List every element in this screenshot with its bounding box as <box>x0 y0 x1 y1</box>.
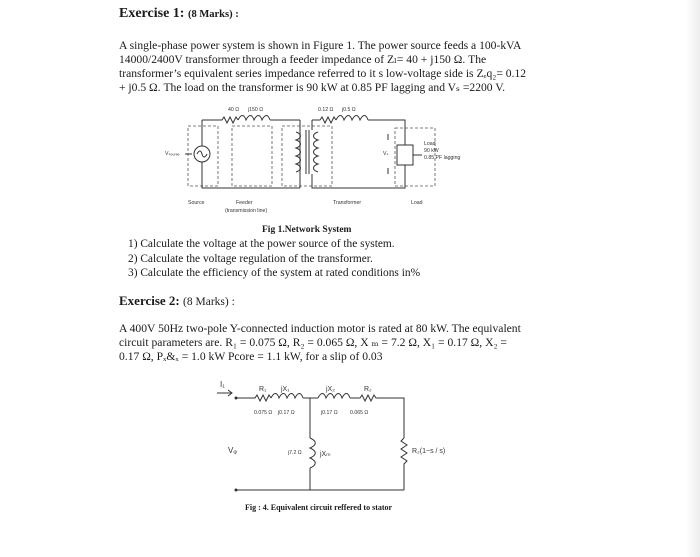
exercise2-marks: (8 Marks) : <box>183 296 235 308</box>
current-label: I₁ <box>220 380 225 389</box>
voltage-label: Vᵩ <box>228 446 237 455</box>
source-voltage-label: Vₛₒᵤᵣₑₑ <box>165 151 180 157</box>
section-label-source: Source <box>188 200 205 206</box>
terminal-bottom <box>235 489 238 492</box>
stator-inductor <box>271 394 303 399</box>
transformer-r-label: 0.12 Ω <box>318 107 334 113</box>
exercise2-title: Exercise 2: <box>119 293 180 308</box>
exercise2-para-line: A 400V 50Hz two-pole Y-connected induction motor is rated at 80 kW. The equivalent <box>119 322 521 335</box>
load-resistor-label: R₂(1−s / s) <box>412 448 446 455</box>
r2-label: R₂ <box>364 386 372 393</box>
magnetizing-inductor <box>310 438 315 468</box>
exercise2-para-line: circuit parameters are. R₁ = 0.075 Ω, R₂ = 0.065 Ω, X ₘ = 7.2 Ω, X₁ = 0.17 Ω, X₂ = <box>119 336 507 349</box>
xm-value: j7.2 Ω <box>288 450 302 456</box>
r1-label: R₁ <box>259 386 267 393</box>
exercise1-para-line: 14000/2400V transformer through a feeder impedance of Zₗ= 40 + j150 Ω. The <box>119 53 487 66</box>
load-voltage-label: Vₛ <box>383 151 389 157</box>
load-line: Load <box>424 141 436 147</box>
section-label-feeder: Feeder <box>236 200 253 206</box>
section-label-feeder-sub: (transmission line) <box>225 208 268 214</box>
terminal-top <box>235 397 238 400</box>
figure4-caption: Fig : 4. Equivalent circuit reffered to stator <box>245 503 393 512</box>
exercise1-para-line: + j0.5 Ω. The load on the transformer is 90 kW at 0.85 PF lagging and Vₛ =2200 V. <box>119 81 506 94</box>
jx1-label: jX₁ <box>281 386 290 393</box>
r2-value: 0.065 Ω <box>350 410 369 416</box>
exercise2-para-line: 0.17 Ω, Pₓ&ₓ = 1.0 kW Pcore = 1.1 kW, for a slip of 0.03 <box>119 350 383 363</box>
exercise1-para-line: A single-phase power system is shown in Figure 1. The power source feeds a 100-kVA <box>119 39 522 52</box>
figure1-caption: Fig 1.Network System <box>262 225 352 235</box>
transformer-x-label: j0.5 Ω <box>342 107 356 113</box>
section-label-load: Load <box>411 200 423 206</box>
x1-value: j0.17 Ω <box>278 410 295 416</box>
xm-label: jXₘ <box>320 451 331 458</box>
question-item: 3) Calculate the efficiency of the system at rated conditions in% <box>128 267 421 279</box>
load-line: 0.85 PF lagging <box>424 155 461 161</box>
question-item: 1) Calculate the voltage at the power source of the system. <box>128 238 395 250</box>
rotor-inductor <box>318 394 350 399</box>
rotor-resistor <box>350 395 404 438</box>
load-line: 90 kW <box>424 148 439 154</box>
stator-resistor <box>236 395 271 401</box>
section-label-transformer: Transformer <box>333 200 362 206</box>
r1-value: 0.075 Ω <box>254 410 273 416</box>
x2-value: j0.17 Ω <box>321 410 338 416</box>
jx2-label: jX₂ <box>326 386 335 393</box>
exercise1-marks: (8 Marks) : <box>187 9 239 20</box>
load-resistor <box>401 438 407 490</box>
feeder-x-label: j150 Ω <box>248 107 264 113</box>
question-item: 2) Calculate the voltage regulation of the transformer. <box>128 253 373 265</box>
exercise1-title: Exercise 1: <box>119 6 185 21</box>
feeder-r-label: 40 Ω <box>228 107 240 113</box>
exercise1-para-line: transformer’s equivalent series impedance referred to it s low-voltage side is Zₑq₂= 0.12 <box>119 67 527 80</box>
